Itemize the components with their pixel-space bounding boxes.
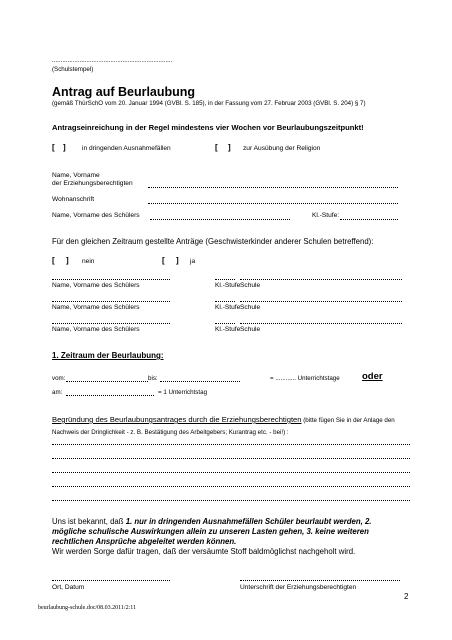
address-field[interactable]: [148, 203, 398, 204]
sibling-class-label: Kl.-Stufe: [215, 282, 241, 289]
class-label: Kl.-Stufe:: [312, 212, 340, 219]
period-on-field[interactable]: [66, 395, 154, 396]
checkbox-close: ]: [66, 256, 69, 265]
class-field[interactable]: [340, 219, 398, 220]
statement-line-3: rechtlichen Ansprüche abgeleitet werden können.: [52, 537, 237, 546]
siblings-heading: Für den gleichen Zeitraum gestellte Anträge (Geschwisterkinder anderer Schulen betreffend):: [52, 237, 374, 246]
statement-line-4: Wir werden Sorge dafür tragen, daß der versäumte Stoff baldmöglichst nachgeholt wird.: [52, 547, 356, 556]
sibling-school-label: Schule: [240, 282, 261, 289]
reason-urgent-label: in dringenden Ausnahmefällen: [82, 145, 171, 152]
statement-prefix: Uns ist bekannt, daß: [52, 517, 126, 526]
statement-line-2: mögliche schulische Auswirkungen allein zu unseren Lasten gehen, 3. keine weiteren: [52, 527, 369, 536]
justification-line[interactable]: [52, 472, 410, 473]
justification-line[interactable]: [52, 444, 410, 445]
period-on-label: am:: [52, 389, 63, 396]
period-or: oder: [362, 371, 383, 382]
sibling-name-field[interactable]: [52, 323, 170, 324]
place-date-label: Ort, Datum: [52, 584, 85, 591]
period-one-day: = 1 Unterrichtstag: [158, 389, 208, 396]
sibling-class-label: Kl.-Stufe: [215, 304, 241, 311]
sibling-class-field[interactable]: [215, 279, 235, 280]
footer-filename: beurlaubung-schule.doc/08.03.2011/2:11: [38, 605, 137, 611]
signature-field[interactable]: [240, 580, 400, 581]
sibling-class-field[interactable]: [215, 301, 235, 302]
justification-line[interactable]: [52, 500, 410, 501]
checkbox-close: ]: [228, 143, 231, 152]
justification-line[interactable]: [52, 486, 410, 487]
siblings-yes-label: ja: [190, 258, 196, 265]
page-title: Antrag auf Beurlaubung: [52, 85, 196, 99]
sibling-class-label: Kl.-Stufe: [215, 326, 241, 333]
sibling-class-field[interactable]: [215, 323, 235, 324]
sibling-name-field[interactable]: [52, 301, 170, 302]
checkbox-open: [: [215, 143, 218, 152]
sibling-school-field[interactable]: [240, 279, 402, 280]
signature-label: Unterschrift der Erziehungsberechtigten: [240, 584, 357, 591]
period-from-field[interactable]: [66, 381, 148, 382]
sibling-school-label: Schule: [240, 326, 261, 333]
justification-block: [52, 413, 412, 437]
sibling-name-label: Name, Vorname des Schülers: [52, 326, 140, 333]
stamp-dots: ......................................................................: [52, 57, 173, 64]
student-name-field[interactable]: [150, 219, 290, 220]
student-name-label: Name, Vorname des Schülers: [52, 212, 140, 219]
checkbox-close: ]: [63, 143, 66, 152]
stamp-label: (Schulstempel): [52, 66, 94, 73]
checkbox-open: [: [52, 143, 55, 152]
justification-line[interactable]: [52, 458, 410, 459]
period-heading: 1. Zeitraum der Beurlaubung:: [52, 351, 164, 360]
subtitle: (gemäß ThürSchO vom 20. Januar 1994 (GVBl. S. 185), in der Fassung vom 27. Februar 2003 (GVBl. S. 204) § 7): [52, 100, 366, 107]
sibling-name-label: Name, Vorname des Schülers: [52, 282, 140, 289]
deadline-note: Antragseinreichung in der Regel mindestens vier Wochen vor Beurlaubungszeitpunkt!: [52, 123, 364, 132]
period-days: = ............ Unterrichtstage: [270, 375, 340, 382]
justification-note: (bitte fügen Sie in der Anlage den Nachweis der Dringlichkeit - z. B. Bestätigung des Arbeitgebers; Kurantrag etc. - bei!) :: [52, 417, 395, 436]
checkbox-close: ]: [176, 256, 179, 265]
sibling-name-label: Name, Vorname des Schülers: [52, 304, 140, 311]
justification-heading: Begründung des Beurlaubungsantrages durch die Erziehungsberechtigten: [52, 415, 302, 424]
sibling-name-field[interactable]: [52, 279, 170, 280]
statement-bold-1: 1. nur in dringenden Ausnahmefällen Schüler beurlaubt werden, 2.: [125, 517, 372, 526]
place-date-field[interactable]: [52, 580, 170, 581]
parent-name-label-1: Name, Vorname: [52, 172, 100, 179]
sibling-school-field[interactable]: [240, 301, 402, 302]
sibling-school-field[interactable]: [240, 323, 402, 324]
parent-name-label-2: der Erziehungsberechtigten: [52, 180, 133, 187]
period-from-label: vom:: [52, 375, 66, 382]
sibling-school-label: Schule: [240, 304, 261, 311]
period-to-field[interactable]: [160, 381, 240, 382]
period-to-label: bis:: [148, 375, 158, 382]
checkbox-open: [: [162, 256, 165, 265]
address-label: Wohnanschrift: [52, 196, 95, 203]
parent-name-field[interactable]: [148, 187, 398, 188]
reason-religion-label: zur Ausübung der Religion: [243, 145, 321, 152]
statement-line-1: [52, 517, 371, 526]
page-number: 2: [404, 592, 409, 601]
siblings-no-label: nein: [82, 258, 95, 265]
checkbox-open: [: [52, 256, 55, 265]
